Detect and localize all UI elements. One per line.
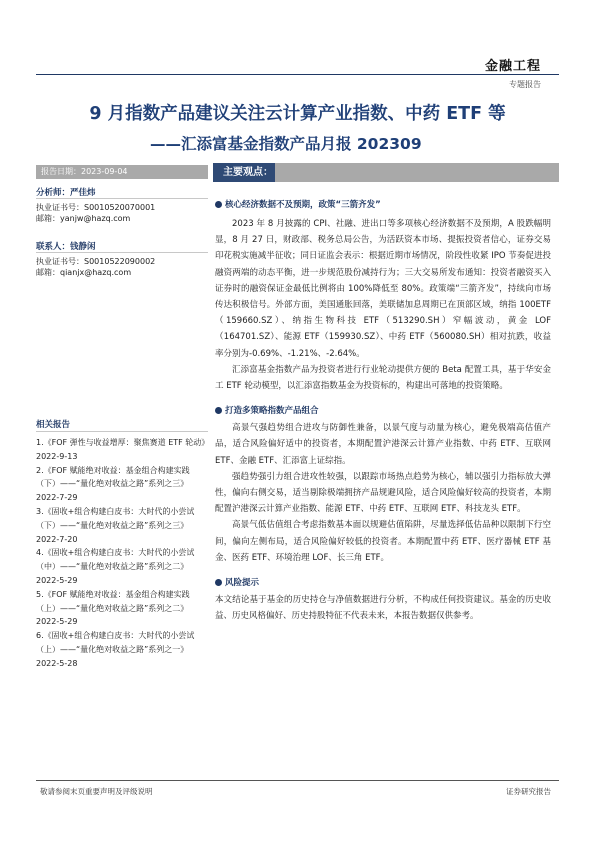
related-report-item[interactable]: 2.《FOF 赋能绝对收益：基金组合构建实践（下）——“量化绝对收益之路”系列之三》2022-7-29 xyxy=(36,465,190,503)
analyst-email-link[interactable]: yanjw@hazq.com xyxy=(60,214,131,223)
contact-cert: 执业证书号：S0010522090002 xyxy=(36,257,156,266)
section-heading: 核心经济数据不及预期，政策“三箭齐发” xyxy=(215,198,551,210)
bullet-icon xyxy=(215,407,222,414)
bullet-icon xyxy=(215,201,222,208)
analyst-email: 邮箱：yanjw@hazq.com xyxy=(36,214,131,223)
contact-block xyxy=(36,240,208,278)
analyst-block xyxy=(36,186,208,224)
paragraph: 2023 年 8 月披露的 CPI、社融、进出口等多项核心经济数据不及预期，A 股跌幅明显，8 月 27 日，财政部、税务总局公告，为活跃资本市场、提振投资者信心，证券交易印花税实施减半征收；同日证监会表示：根据近期市场情况，阶段性收紧 IPO 节奏促进投融资两端的动态平衡，进一步规范股份减持行为；三大交易所发布通知：投资者融资买入证券时的融资保证金最低比例将由 100%降低至 80%。政策端“三箭齐发”，持续向市场传达积极信号。外部方面，美国通胀回落，美联储加息周期已在顶部区域，纳指 100ETF（159660.SZ）、纳指生物科技 ETF（513290.SH）窄幅波动，黄金 LOF（164701.SZ）、能源 ETF（159930.SZ）、中药 ETF（560080.SH）相对抗跌，收益率分别为-0.69%、-1.21%、-2.64%。 xyxy=(215,219,551,359)
related-divider xyxy=(36,431,208,432)
contact-email: 邮箱：qianjx@hazq.com xyxy=(36,268,132,277)
footer-divider xyxy=(36,780,559,781)
paragraph: 高景气强趋势组合进攻与防御性兼备，以景气度与动量为核心，避免极端高估值产品，适合风险偏好适中的投资者，本期配置沪港深云计算产业指数、中药 ETF、互联网 ETF、金融 ETF、汇添富上证综指。 xyxy=(215,423,551,466)
related-report-item[interactable]: 5.《FOF 赋能绝对收益：基金组合构建实践（上）——“量化绝对收益之路”系列之二》2022-5-29 xyxy=(36,589,190,627)
analyst-heading: 分析师：严佳炜 xyxy=(36,188,96,198)
related-reports-heading: 相关报告 xyxy=(36,420,71,430)
related-reports-list xyxy=(36,436,206,671)
header-divider xyxy=(36,74,559,75)
doc-type-label: 专题报告 xyxy=(509,80,541,89)
related-report-item[interactable]: 6.《固收+组合构建白皮书：大时代的小尝试（上）——“量化绝对收益之路”系列之一》2022-5-28 xyxy=(36,631,195,668)
main-points-tab: 主要观点： xyxy=(213,163,275,182)
report-date-bar xyxy=(36,165,208,179)
contact-heading: 联系人：钱静闲 xyxy=(36,242,96,252)
footer-disclaimer: 敬请参阅末页重要声明及评级说明 xyxy=(40,787,153,796)
report-date-label: 报告日期： xyxy=(41,167,81,176)
report-title: 9 月指数产品建议关注云计算产业指数、中药 ETF 等 xyxy=(89,104,506,124)
related-report-item[interactable]: 3.《固收+组合构建白皮书：大时代的小尝试（下）——“量化绝对收益之路”系列之三》2022-7-20 xyxy=(36,506,195,544)
analyst-divider xyxy=(36,198,208,199)
related-report-item[interactable]: 1.《FOF 弹性与收益增厚：聚焦赛道 ETF 轮动》2022-9-13 xyxy=(36,438,206,461)
analyst-name: 严佳炜 xyxy=(70,188,96,198)
brand-label: 金融工程 xyxy=(484,59,541,74)
main-content xyxy=(215,198,551,624)
footer-label: 证券研究报告 xyxy=(506,787,551,796)
bullet-icon xyxy=(215,579,222,586)
contact-name: 钱静闲 xyxy=(70,242,96,252)
report-subtitle: ——汇添富基金指数产品月报 202309 xyxy=(150,135,422,153)
contact-divider xyxy=(36,252,208,253)
contact-email-link[interactable]: qianjx@hazq.com xyxy=(60,268,132,277)
analyst-cert: 执业证书号：S0010520070001 xyxy=(36,203,156,212)
section-heading: 打造多策略指数产品组合 xyxy=(215,404,551,416)
paragraph: 本文结论基于基金的历史持仓与净值数据进行分析，不构成任何投资建议。基金的历史收益、历史风格偏好、历史持股特征不代表未来，本报告数据仅供参考。 xyxy=(215,595,551,622)
paragraph: 强趋势强引力组合进攻性较强，以跟踪市场热点趋势为核心，辅以强引力指标放大弹性，偏向右侧交易，适当剔除极端拥挤产品规避风险，适合风险偏好较高的投资者，本期配置沪港深云计算产业指数、能源 ETF、中药 ETF、互联网 ETF、科技龙头 ETF。 xyxy=(215,471,551,515)
paragraph: 高景气低估值组合考虑指数基本面以规避估值陷阱，尽量选择低估品种以限制下行空间，偏向左侧布局，适合风险偏好较低的投资者。本期配置中药 ETF、医疗器械 ETF 基金、医药 ETF、环境治理 LOF、长三角 ETF。 xyxy=(215,520,551,563)
report-date: 2023-09-04 xyxy=(81,167,128,176)
section-heading: 风险提示 xyxy=(215,576,551,588)
paragraph: 汇添富基金指数产品为投资者进行行业轮动提供方便的 Beta 配置工具，基于华安金工 ETF 轮动模型，以汇添富指数基金为投资标的，构建出可落地的投资策略。 xyxy=(215,364,551,392)
related-report-item[interactable]: 4.《固收+组合构建白皮书：大时代的小尝试（中）——“量化绝对收益之路”系列之二》2022-5-29 xyxy=(36,548,195,585)
